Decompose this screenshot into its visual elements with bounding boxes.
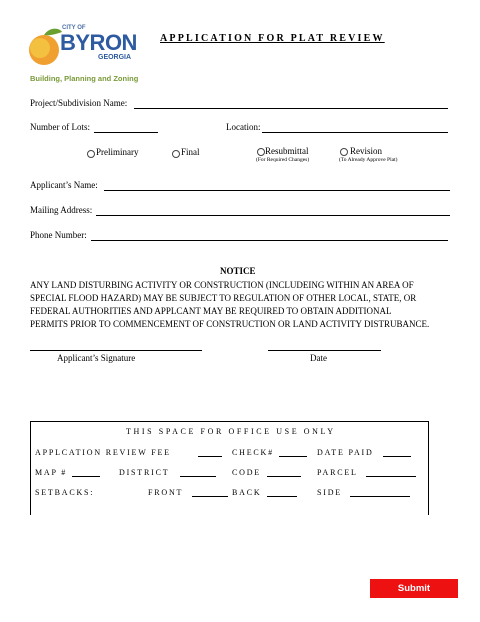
notice-line: FEDERAL AUTHORITIES AND APPLCANT MAY BE REQUIRED TO OBTAIN ADDITIONAL — [30, 306, 392, 316]
final-label: Final — [181, 147, 200, 157]
district-field[interactable] — [180, 476, 216, 477]
mailing-address-field[interactable] — [96, 215, 450, 216]
review-fee-label: APPLCATION REVIEW FEE — [35, 448, 171, 457]
location-label: Location: — [226, 122, 261, 132]
page-title: APPLICATION FOR PLAT REVIEW — [160, 33, 385, 44]
revision-label: Revision — [350, 146, 383, 156]
location-field[interactable] — [262, 132, 448, 133]
project-name-field[interactable] — [134, 108, 448, 109]
logo-state: GEORGIA — [98, 54, 132, 61]
map-field[interactable] — [72, 476, 100, 477]
notice-text — [30, 279, 460, 331]
code-field[interactable] — [267, 476, 301, 477]
date-paid-field[interactable] — [383, 456, 411, 457]
code-label: CODE — [232, 468, 261, 477]
check-field[interactable] — [279, 456, 307, 457]
lots-label: Number of Lots: — [30, 122, 90, 132]
date-label: Date — [310, 353, 327, 363]
applicant-name-field[interactable] — [104, 190, 450, 191]
side-field[interactable] — [350, 496, 410, 497]
phone-number-field[interactable] — [91, 240, 448, 241]
submit-button[interactable]: Submit — [370, 579, 458, 598]
resubmittal-radio[interactable] — [257, 148, 265, 156]
applicant-signature-label: Applicant’s Signature — [57, 353, 136, 363]
applicant-name-label: Applicant’s Name: — [30, 180, 98, 190]
final-radio[interactable] — [172, 150, 180, 158]
revision-radio[interactable] — [340, 148, 348, 156]
date-paid-label: DATE PAID — [317, 448, 374, 457]
resubmittal-note: (For Required Changes) — [256, 157, 310, 163]
back-field[interactable] — [267, 496, 297, 497]
office-use-header: THIS SPACE FOR OFFICE USE ONLY — [126, 427, 336, 436]
map-label: MAP # — [35, 468, 68, 477]
notice-line: SPECIAL FLOOD HAZARD) MAY BE SUBJECT TO REGULATION OF OTHER LOCAL, STATE, OR — [30, 293, 417, 303]
phone-number-label: Phone Number: — [30, 230, 87, 240]
logo-name: BYRON — [60, 30, 137, 55]
revision-note: (To Already Approve Plat) — [339, 157, 398, 163]
parcel-field[interactable] — [366, 476, 416, 477]
logo-city-of: CITY OF — [62, 25, 86, 31]
date-field[interactable] — [268, 350, 381, 351]
notice-line: ANY LAND DISTURBING ACTIVITY OR CONSTRUCTION (INCLUDEING WITHIN AN AREA OF — [30, 280, 414, 290]
preliminary-radio[interactable] — [87, 150, 95, 158]
district-label: DISTRICT — [119, 468, 170, 477]
parcel-label: PARCEL — [317, 468, 358, 477]
lots-field[interactable] — [94, 132, 158, 133]
setbacks-label: SETBACKS: — [35, 488, 95, 497]
front-field[interactable] — [192, 496, 228, 497]
review-fee-field[interactable] — [198, 456, 222, 457]
mailing-address-label: Mailing Address: — [30, 205, 93, 215]
notice-title: NOTICE — [220, 266, 256, 276]
preliminary-label: Preliminary — [96, 147, 139, 157]
check-label: CHECK# — [232, 448, 274, 457]
logo-department: Building, Planning and Zoning — [30, 74, 139, 83]
applicant-signature-field[interactable] — [30, 350, 202, 351]
city-logo — [26, 22, 144, 86]
project-name-label: Project/Subdivision Name: — [30, 98, 128, 108]
resubmittal-label: Resubmittal — [265, 146, 309, 156]
notice-line: PERMITS PRIOR TO COMMENCEMENT OF CONSTRUCTION OR LAND ACTIVITY DISTRUBANCE. — [30, 319, 430, 329]
side-label: SIDE — [317, 488, 342, 497]
front-label: FRONT — [148, 488, 184, 497]
back-label: BACK — [232, 488, 262, 497]
